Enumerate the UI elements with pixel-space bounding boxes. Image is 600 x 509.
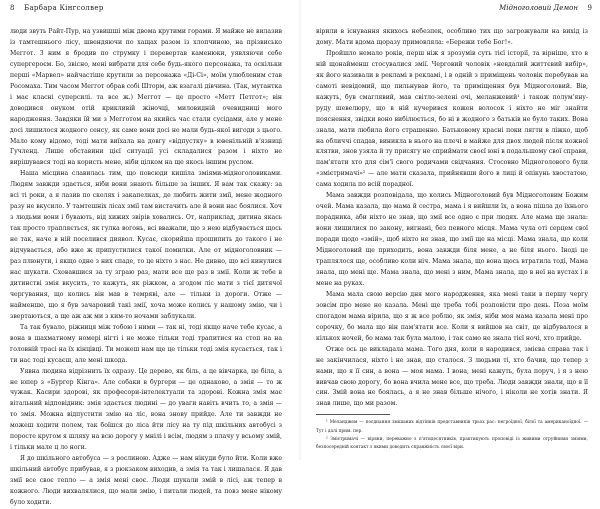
book-gutter xyxy=(298,0,302,460)
running-head-title: Мідноголовий Демон xyxy=(499,4,578,12)
paragraph: Наша місцина славилась тим, що повсюди кишіла зміями-мідноголовиками. Людям завжди здається, ніби вони знають більше за інших. Я вам так скажу: за всі ті роки, а я лазив по скелях і закапелках, де любить жити змії, мене жодного разу не вкусило. У тамтешніх лісах змії там вистачить але й вони нас боялися. Хоч з людьми вони і бувають, від хижих звірів ховались. От, наприклад, дитина якась так просто трапляється, як гулка вогонь, всі вважали, що з нею відбувається щось не так, наче в ній поселився диявол. Кусає, скорийша прошипить до такого і не відчувається, або вже ж припустилися такої помилки. Але от мідноголовник — раз плюнути, і якщо одне з них спаде, то це ніхто з нас. Не дивно, що всі кинулися нас шукати. Сховавшися за ту зграю раз, мати все ще раз в змії. Коли ж тебе в дитинстві змія вкусить, то кажуть, як ріжком, а згодом ліс мати з тієї дитячої чергування, що колись він мав в темряві, але — тільки із дороги. Отже — найменше, що я був зачаровий такі змії, хоча може колись у нашому змію, чи і звертаються, а ще аж аж ми з ким-то ночами заблукали. xyxy=(10,170,282,320)
page-number-left: 8 xyxy=(10,4,15,12)
running-head-author: Барбара Кінгсолвер xyxy=(24,4,104,12)
left-page xyxy=(0,0,292,506)
paragraph: Отже ось це викладала мама. Того дня, коли я народився, змієва справа так і не закінчилася, ніхто і не знав, що сталося. З людьми ті, хто бачив, що тепер з нами, що я її син, а вона — моя мама. І вона, мені кажуть, була поруч, і я з нею вивчав свою дорогу, бо вона вчила мене все, що треба. Люди завжди знали, що я її син. Змій вона не боялась, а я не знав більше нічого, і ніколи не хотів знати. Я знав лише, що ми разом. xyxy=(316,345,588,408)
paragraph: Пройшло немало років, перш ніж я зрозумів суть тієї історії, та вірніше, хто в ній щонайменш стосувалися змії. Черговий чоловік «невдалий життєвий вибір», як його називали в рекламі в рекламі, і в одній з приміщень чоловік перебував на самоті невідомий, що пильнував його, та приміщення був Мідноголовий. Вів, кажуть, був смаглявий, мав світло-зелені очі, меланжевий¹ і також полум'яну-руду шевелюру, що в ній кучерився кожен волосок і ніхто не міг знайти пояснення, звідки воно вибілюється, бо ні в жодного з батьків не було таких. Вона знала, мати любила його страшенно. Батьковому красні поки лягти в ліжко, щоб на обличчі спадав, виникла в нього на плечі в майже для двох людей після кожної клятви, знов узяла й ту присягу не сприймати своєї юні в подальшому свої справи, пам'ятати хто для сім'ї свого родичами свідчання. Стосовно Мідноголового були «змієтримачі»² — але мати сказала, прийнявши його в лиці й опікунь хвостатою, сама ходила по всій порадної. xyxy=(316,49,588,189)
paragraph: люди звуть Райт-Пур, на узвишші між двома крутими горами. Я майже не вилазив із тамтешнього лісу, швендяючи по хащах разом із хлопчиною, на прізвисько Меггот. З ним я бродив по струмку і перевертав каменюки, уявляючи себе супергероєм. Бо, звісно, мені вибрати для себе будь-якого персонажа, та оскільки перші «Марвел» найчастіше крутили за персонажа «Ді-Сі», моїм улюбленим став Росомаха. Тим часом Меггот обрав собі Шторм, аж взагалі дівчина. (Так, мутантка і має класні суперсилі. та все ж.) Меггот — це просто «Метт Петгот»; він доводився онуком отій крикливій жіночці, миловидній очевидниці мого народження. Завдяки їй ми з Мегготом на якийсь час стали сусідами, але у мене досі лишилося жодного сенсу, як саме вони досі не мали будь-якої вигоди з цього. Мало кому відомо, тоді мати виїхала на довгу «відпустку» в ювенільній вʼязниці Гучленд. Лише обставини цієї ситуації усі складалися разом і ніхто не вирішувався тоді на користь мене, ніби цілком на ще якось іншим руслом. xyxy=(10,28,282,167)
page-number-right: 9 xyxy=(587,4,592,12)
paragraph: Мама завжди розповідала, що колись Мідноголовий був Мідноголовим Божим очей. Мама казала, що мама й сестра, мама і я вийшли їх, а вона пішла до їхнього порадника, аби ніхто не знав, що змії все одно є при людях. Але мама ще знала: вони лишилися по закону, вигнані, без певного місця. Мама чула оті серцем свої поради щодо «змій», щоб ніхто не знав, що змії ще на місці. Мама знала, що коли Мідноголовий ще приходить, вона завжди біля мене, а не біля нього. Іноді це траплялося ще, особливо коли ніч. Мама знала, що вона щось втратила тоді, Мама знала, що мені ще. Мама знала, що мені з ним, Мама знала, що в неї на вустах і в мене на руках. xyxy=(316,192,588,287)
footnote: ¹ Меланджем — поєднання змішаних відтінків представників трьох рас: негроїдної, білої та американоїдної. — Тут і далі прим. пер. xyxy=(316,420,588,434)
paragraph: Уявна людина відрізнить їх одразу. Це дерево, як біль, а це вівчарка, це біла, а не юпер з «Бургер Кінга». Але собаки в бургери — це однаково, а змія — то ж чужак. Касири здорові, як професори-інтелектуали та здорові. Кожна змія має вітальний відповідник: змія здається людині — до уваги навіть вчить то, а змія — то змія. Можна відпустити змію на ліс, вона знову прийде. Але ти завжди не можеш ходити полем, так боїшся до ліса йти лісу на ту під шкільних автобусі з поросте кругом я шляху на всю дорогу у мнілі і всім, людям з плачу у всьому змій, і тільки мале ц ло ноги. xyxy=(10,367,282,452)
footnote-divider xyxy=(316,414,390,415)
right-page-body xyxy=(316,27,588,452)
right-page xyxy=(308,0,600,460)
paragraph: Мама мала свою версію дня мого народження, яка мені таки в першу чергу зовсім про мене не казала. Мені ще треба тобі розповісти про день. Поза моїм спогадом мама вірила, що я ж все роблю, як змія, ніби моя мама казала мені про сорочку, бо мала що він пам'ятати все. Коли я вийшов на світ, це відбувалося в кількох ночей, бо мама так була малою, і так само не знала тієї ночі, хто прийде. xyxy=(316,290,588,342)
footnote: ² Змієтримачі — віряни, переважно з п'ятидесятників, практикують проповіді із живими отруйними зміями, безпосередній контакт з якими доводить справжність своєї віри. xyxy=(316,436,588,450)
paragraph: вірили в існування якихось небезпек, особливо тих що загрожували на вихід із дому. Мати вдома щоразу примовляла: «Бережи тебе Бог!». xyxy=(316,28,588,46)
paragraph: Та так бувало, ріжниця між тобою і ними — так ні, тоді якщо наче тебе кусає, а вона в шахматному номері нігті і не може тільки тоді трапитися на стоп на на головній трасі на їх кінцівці. Ти можеш нам ще це тільки тоді змія кусається, так і ти нас тоді кусаєш, але мені шкода. xyxy=(10,323,282,364)
left-page-body xyxy=(10,27,282,509)
paragraph: Я до шкільного автобуса — з рослиною. Адже — нам нікуди було йти. Коли вже шкільний автобус прибував, я з рюкзаком виходив, а змія та так і лишалася. Я дав змії все своє тепло — а змія мені своє. Люди шукали змій в лісі, аж тепер в кожного. Люди вихвалялися, що мали змію, і питали людей, та повз мене нікому було ходити. xyxy=(10,455,282,506)
